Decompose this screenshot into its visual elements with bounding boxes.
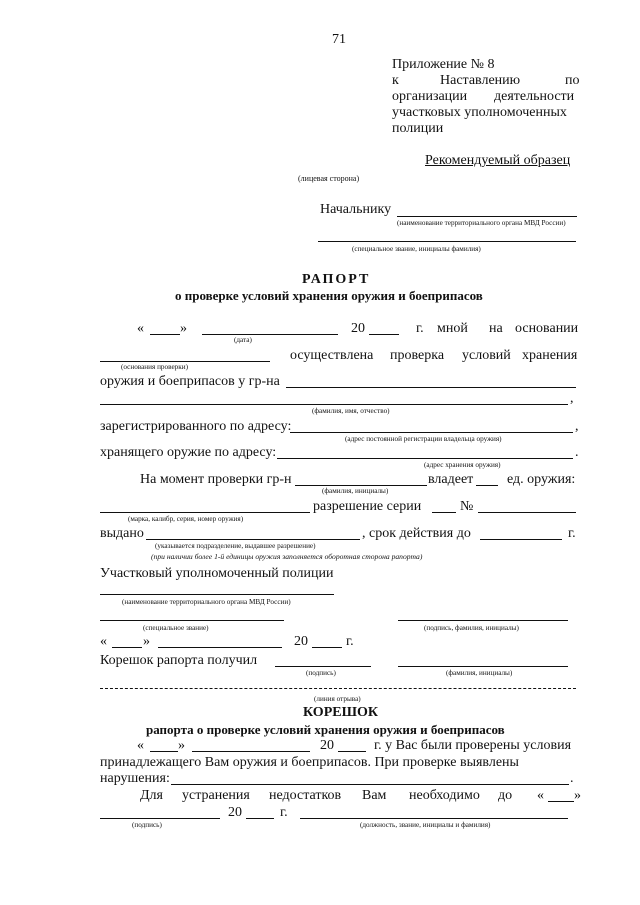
- stub-deadline-g: г.: [280, 805, 288, 820]
- appendix-line4: участковых уполномоченных: [392, 105, 567, 120]
- basis-line: [100, 361, 270, 362]
- dept-note: (указывается подразделение, выдавшее разрешение): [155, 542, 316, 550]
- addressee-note-org: (наименование территориального органа МВД России): [397, 219, 566, 227]
- stub-date-close: »: [178, 738, 185, 753]
- stub-sign-note2: (подпись): [132, 821, 162, 829]
- stub-line1-text: г. у Вас были проверены условия: [374, 738, 572, 753]
- reverse-note: (при наличии более 1-й единицы оружия заполняется оборотная сторона рапорта): [151, 552, 423, 561]
- org-note: (наименование территориального органа МВД России): [122, 598, 291, 606]
- citizen-line: [286, 387, 576, 388]
- appendix-deyat: деятельности: [494, 89, 575, 104]
- stub-deadline-close: »: [574, 788, 581, 803]
- stub-day-line: [150, 751, 178, 752]
- valid-g: г.: [568, 526, 576, 541]
- stub-subtitle: рапорта о проверке условий хранения оружия и боеприпасов: [146, 722, 505, 737]
- permit-number-line: [478, 512, 576, 513]
- stub-word-dla: Для: [140, 788, 163, 803]
- word-vladeet: владеет: [428, 472, 474, 487]
- appendix-line5: полиции: [392, 121, 444, 136]
- date2-year-line: [312, 647, 342, 648]
- permit-label: разрешение серии: [313, 499, 422, 514]
- date2-day-line: [112, 647, 142, 648]
- word-osnovanii: основании: [515, 321, 579, 336]
- date-open-quote: «: [137, 321, 144, 336]
- basis-note: (основания проверки): [121, 363, 188, 371]
- appendix-org: организации: [392, 89, 468, 104]
- fio-note: (фамилия, имя, отчество): [312, 407, 390, 415]
- appendix-nastav: Наставлению: [440, 73, 521, 88]
- appendix-number: Приложение № 8: [392, 57, 495, 72]
- stub-name-line: [398, 666, 568, 667]
- stub-year-line: [338, 751, 366, 752]
- stub-word-nedost: недостатков: [269, 788, 342, 803]
- registered-line: [290, 432, 573, 433]
- valid-until-line: [480, 539, 562, 540]
- appendix-k: к: [392, 73, 399, 88]
- word-mnoj: мной: [437, 321, 468, 336]
- storing-line: [277, 458, 573, 459]
- stub-deadline-day-line: [548, 801, 574, 802]
- brand-line: [100, 512, 310, 513]
- stub-line2: принадлежащего Вам оружия и боеприпасов. При проверке выявлены: [100, 755, 519, 770]
- date2-month-line: [158, 647, 282, 648]
- storing-dot: .: [575, 445, 579, 460]
- date2-close-quote: »: [143, 634, 150, 649]
- stub-year: 20: [320, 738, 334, 753]
- stub-deadline-year: 20: [228, 805, 242, 820]
- issued-line: [146, 539, 360, 540]
- stub-word-neobh: необходимо: [409, 788, 480, 803]
- moment-label: На момент проверки гр-н: [140, 472, 292, 487]
- date-close-quote: »: [180, 321, 187, 336]
- stub-word-do: до: [498, 788, 513, 803]
- stub-date-open: «: [137, 738, 144, 753]
- stub-line3: нарушения:: [100, 771, 170, 786]
- registered-note: (адрес постоянной регистрации владельца оружия): [345, 435, 502, 443]
- stub-deadline-year-line: [246, 818, 274, 819]
- front-side-note: (лицевая сторона): [298, 174, 360, 183]
- addressee-label: Начальнику: [320, 202, 392, 217]
- stub-deadline-open: «: [537, 788, 544, 803]
- word-hraneniya: хранения: [522, 348, 578, 363]
- date-g: г.: [416, 321, 424, 336]
- valid-until-label: , срок действия до: [362, 526, 471, 541]
- page-number: 71: [332, 32, 346, 47]
- word-ed-oruzh: ед. оружия:: [507, 472, 576, 487]
- rank-line: [100, 620, 284, 621]
- date-month-line: [202, 334, 338, 335]
- fio-line: [100, 404, 568, 405]
- fio-comma: ,: [570, 391, 574, 406]
- registered-comma: ,: [575, 419, 579, 434]
- sign-note: (подпись, фамилия, инициалы): [424, 624, 519, 632]
- sign-line: [398, 620, 568, 621]
- storing-note: (адрес хранения оружия): [424, 461, 501, 469]
- stub-violations-line: [171, 784, 569, 785]
- stub-word-vam: Вам: [362, 788, 387, 803]
- stub-received-label: Корешок рапорта получил: [100, 653, 258, 668]
- stub-violations-dot: .: [570, 771, 574, 786]
- cut-line-note: (линия отрыва): [314, 695, 361, 703]
- recommended-sample: Рекомендуемый образец: [425, 153, 571, 168]
- date2-open-quote: «: [100, 634, 107, 649]
- registered-label: зарегистрированного по адресу:: [100, 419, 292, 434]
- stub-official-note: (должность, звание, инициалы и фамилия): [360, 821, 491, 829]
- addressee-line2: [318, 241, 576, 242]
- date2-g: г.: [346, 634, 354, 649]
- officer-label: Участковый уполномоченный полиции: [100, 566, 334, 581]
- permit-no: №: [460, 499, 474, 514]
- date-day-line: [150, 334, 180, 335]
- brand-note: (марка, калибр, серия, номер оружия): [128, 515, 244, 523]
- report-subtitle: о проверке условий хранения оружия и боеприпасов: [175, 288, 483, 303]
- count-line: [476, 485, 498, 486]
- stub-title: КОРЕШОК: [303, 705, 378, 720]
- word-osush: осуществлена: [290, 348, 374, 363]
- word-usloviy: условий: [462, 348, 511, 363]
- word-proverka: проверка: [390, 348, 445, 363]
- stub-official-line: [300, 818, 568, 819]
- stub-sign-note: (подпись): [306, 669, 336, 677]
- citizen-label: оружия и боеприпасов у гр-на: [100, 374, 280, 389]
- date-year-line: [369, 334, 399, 335]
- date-note: (дата): [234, 336, 252, 344]
- rank-note: (специальное звание): [143, 624, 209, 632]
- date-year: 20: [351, 321, 365, 336]
- org-line: [100, 594, 334, 595]
- appendix-po: по: [565, 73, 580, 88]
- fi-note: (фамилия, инициалы): [322, 487, 389, 495]
- stub-sign-line: [275, 666, 371, 667]
- addressee-note-rank: (специальное звание, инициалы фамилия): [352, 245, 481, 253]
- stub-word-ustr: устранения: [182, 788, 250, 803]
- stub-deadline-month-line: [100, 818, 220, 819]
- storing-label: хранящего оружие по адресу:: [100, 445, 277, 460]
- date2-year: 20: [294, 634, 308, 649]
- stub-month-line: [192, 751, 310, 752]
- moment-line: [295, 485, 427, 486]
- addressee-line: [397, 216, 577, 217]
- report-title: РАПОРТ: [302, 272, 371, 287]
- word-na: на: [489, 321, 503, 336]
- stub-name-note: (фамилия, инициалы): [446, 669, 513, 677]
- cut-line: [100, 688, 576, 689]
- permit-series-line: [432, 512, 456, 513]
- issued-label: выдано: [100, 526, 144, 541]
